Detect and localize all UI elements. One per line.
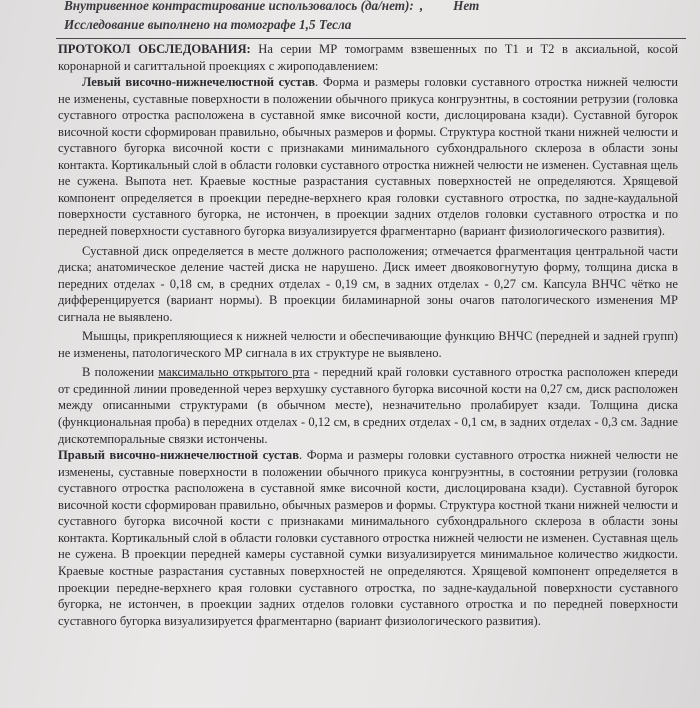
left-open-mouth-paragraph (58, 364, 678, 447)
contrast-label: Внутривенное контрастирование использовалось (да/нет): (64, 0, 414, 13)
left-muscles-paragraph: Мышцы, прикрепляющиеся к нижней челюсти и обеспечивающие функцию ВНЧС (передней и задней групп) не изменены, патологического МР сигнала в их структуре не выявлено. (58, 329, 678, 360)
right-joint-title: Правый височно-нижнечелюстной сустав (58, 448, 300, 463)
contrast-comma: , (419, 0, 424, 13)
tomograph-line: Исследование выполнено на томографе 1,5 Тесла (64, 17, 352, 32)
contrast-value: Нет (453, 0, 480, 13)
open-mouth-underlined: максимально открытого рта (158, 365, 310, 380)
open-mouth-intro: В положении (82, 365, 159, 380)
left-joint-title: Левый височно-нижнечелюстной сустав (82, 75, 316, 90)
document-header (64, 0, 684, 34)
open-mouth-description: - передний край головки суставного отростка расположен кпереди от срединной линии проведенной через верхушку суставного бугорка височной кости на 0,27 см, диск расположен между описанными структурами (в обычном месте), незначительно пролабирует кзади. Толщина диска (функциональная проба) в передних отделах - 0,12 см, в средних отделах - 0,1 см, в задних отделах - 0,3 см. Задние дискотемпоральные связки истончены. (58, 365, 678, 446)
right-joint-paragraph (58, 447, 678, 629)
protocol-intro (58, 41, 678, 74)
contrast-row (64, 0, 684, 15)
protocol-body (58, 41, 678, 629)
left-joint-paragraph (58, 74, 678, 239)
header-divider (56, 38, 686, 39)
left-disc-paragraph: Суставной диск определяется в месте должного расположения; отмечается фрагментация центральной части диска; анатомическое деление частей диска не нарушено. Диск имеет двояковогнутую форму, толщина диска в передних отделах - 0,18 см, в средних отделах - 0,19 см, в задних отделах - 0,27 см. Капсула ВНЧС чётко не дифференцируется (вариант нормы). В проекции биламинарной зоны очагов патологического изменения МР сигнала не выявлено. (58, 243, 678, 324)
right-joint-description: . Форма и размеры головки суставного отростка нижней челюсти не изменены, суставные поверхности в положении обычного прикуса конгруэнтны, в состоянии ретрузии (головка суставного отростка расположена в суставной ямке височной кости, дислоцирована кзади). Суставной бугорок височной кости сформирован правильно, обычных размеров и формы. Структура костной ткани нижней челюсти и суставного бугорка височной кости с признаками минимального субхондрального склероза в области зоны контакта. Кортикальный слой в области головки суставного отростка нижней челюсти не изменен. Суставная щель не сужена. В проекции передней камеры суставной сумки визуализируется минимальное количество жидкости. Краевые костные разрастания суставных поверхностей не определяются. Хрящевой компонент определяется в проекции передне-верхнего края головки суставного отростка, по задне-каудальной поверхности суставного бугорка, не истончен, в проекции задних отделов головки суставного отростка и по передней поверхности суставного бугорка визуализируется фрагментарно (вариант физиологического развития). (58, 448, 678, 628)
left-joint-description: . Форма и размеры головки суставного отростка нижней челюсти не изменены, суставные поверхности в положении обычного прикуса конгруэнтны, в состоянии ретрузии (головка суставного отростка расположена в суставной ямке височной кости, дислоцирована кзади). Суставной бугорок височной кости сформирован правильно, обычных размеров и формы. Структура костной ткани нижней челюсти и суставного бугорка височной кости с признаками минимального субхондрального склероза в области зоны контакта. Кортикальный слой в области головки суставного отростка нижней челюсти не изменен. Суставная щель не сужена. Выпота нет. Краевые костные разрастания суставных поверхностей не определяются. Хрящевой компонент определяется в проекции передне-верхнего края головки суставного отростка, по задне-каудальной поверхности суставного бугорка, не истончен, в проекции задних отделов головки суставного отростка и по передней поверхности суставного бугорка визуализируется фрагментарно (вариант физиологического развития). (58, 75, 678, 239)
protocol-label: ПРОТОКОЛ ОБСЛЕДОВАНИЯ: (58, 42, 251, 56)
protocol-intro-text: На серии МР томограмм взвешенных по Т1 и Т2 в аксиальной, косой коронарной и сагиттальной проекциях с жироподавлением: (58, 42, 678, 73)
